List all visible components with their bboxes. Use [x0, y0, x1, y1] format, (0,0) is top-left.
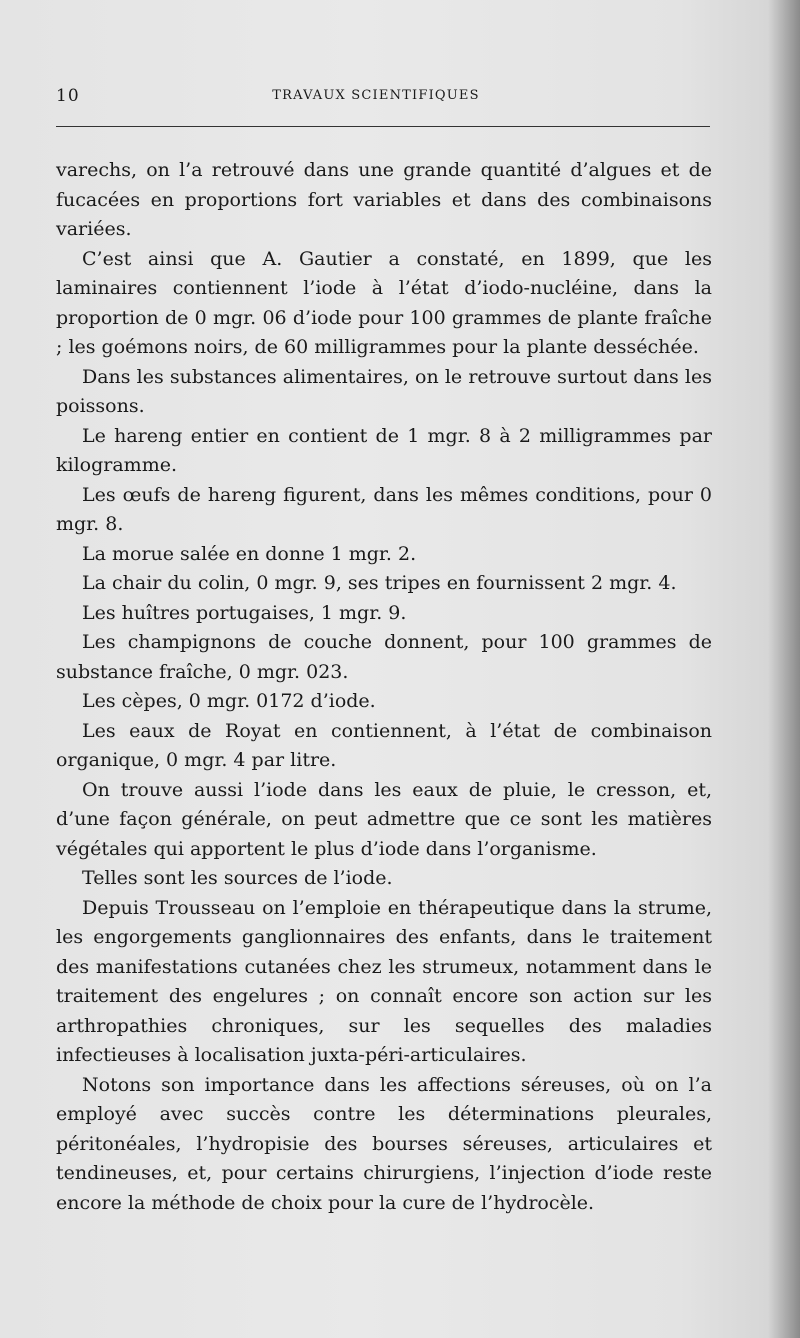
- page-number: 10: [56, 86, 80, 106]
- running-title: TRAVAUX SCIENTIFIQUES: [272, 88, 480, 103]
- page-header: [56, 86, 696, 112]
- paragraph: Depuis Trousseau on l’emploie en thérapeutique dans la strume, les engorgements ganglionnaires des enfants, dans le traitement des manifestations cutanées chez les strumeux, notamment dans le traitement des engelures ; on connaît encore son action sur les arthropathies chroniques, sur les sequelles des maladies infectieuses à localisation juxta-péri-articulaires.: [56, 896, 712, 1066]
- paragraph: Les eaux de Royat en contiennent, à l’état de combinaison organique, 0 mgr. 4 par litre.: [56, 719, 712, 771]
- paragraph: varechs, on l’a retrouvé dans une grande quantité d’algues et de fucacées en proportions fort variables et dans des combinaisons variées.: [56, 159, 712, 240]
- header-rule: [56, 126, 710, 127]
- paragraph: Dans les substances alimentaires, on le retrouve surtout dans les poissons.: [56, 365, 712, 417]
- paragraph: C’est ainsi que A. Gautier a constaté, en 1899, que les laminaires contiennent l’iode à l’état d’iodo-nucléine, dans la proportion de 0 mgr. 06 d’iode pour 100 grammes de plante fraîche ; les goémons noirs, de 60 milligrammes pour la plante desséchée.: [56, 247, 712, 358]
- paragraph: Les œufs de hareng figurent, dans les mêmes conditions, pour 0 mgr. 8.: [56, 483, 712, 535]
- body-text: [56, 156, 712, 1218]
- paragraph: Les huîtres portugaises, 1 mgr. 9.: [82, 601, 407, 624]
- paragraph: Les cèpes, 0 mgr. 0172 d’iode.: [82, 690, 376, 712]
- paragraph: Telles sont les sources de l’iode.: [82, 867, 393, 889]
- paragraph: La morue salée en donne 1 mgr. 2.: [82, 542, 417, 565]
- paragraph: Les champignons de couche donnent, pour 100 grammes de substance fraîche, 0 mgr. 023.: [56, 631, 712, 683]
- paragraph: On trouve aussi l’iode dans les eaux de pluie, le cresson, et, d’une façon générale, on peut admettre que ce sont les matières végétales qui apportent le plus d’iode dans l’organisme.: [56, 778, 712, 860]
- paragraph: La chair du colin, 0 mgr. 9, ses tripes en fournissent 2 mgr. 4.: [82, 572, 677, 594]
- paragraph: Le hareng entier en contient de 1 mgr. 8 à 2 milligrammes par kilogramme.: [56, 424, 712, 476]
- paragraph: Notons son importance dans les affections séreuses, où on l’a employé avec succès contre les déterminations pleurales, péritonéales, l’hydropisie des bourses séreuses, articulaires et tendineuses, et, pour certains chirurgiens, l’injection d’iode reste encore la méthode de choix pour la cure de l’hydrocèle.: [56, 1073, 712, 1214]
